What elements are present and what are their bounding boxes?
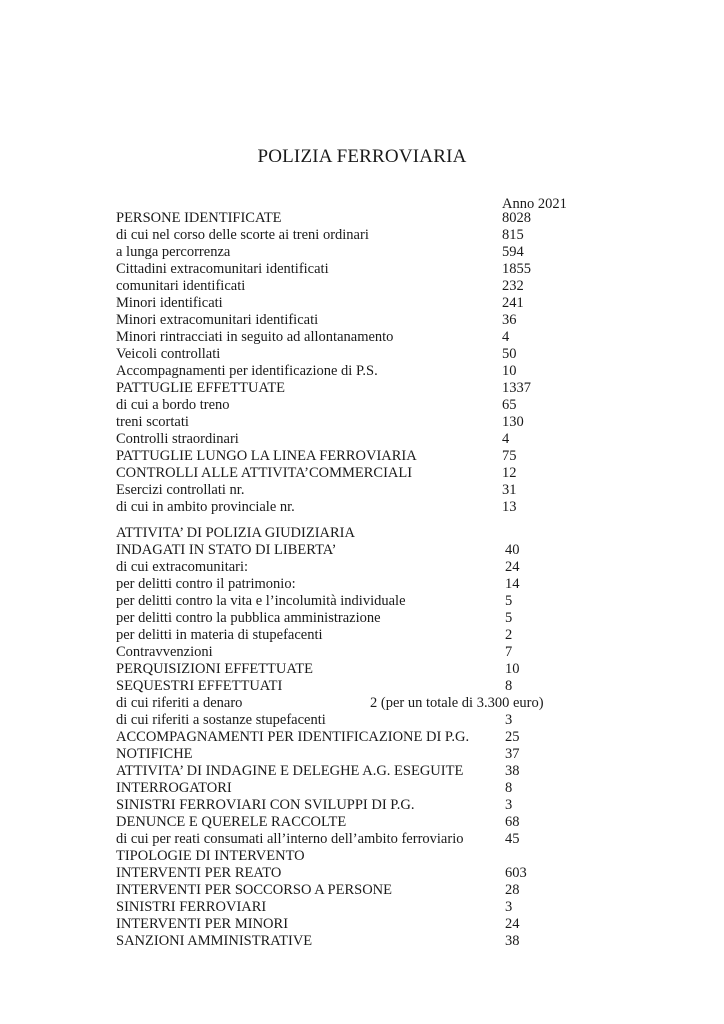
table-row xyxy=(116,346,696,363)
row-label: a lunga percorrenza xyxy=(116,244,231,260)
row-label: di cui riferiti a sostanze stupefacenti xyxy=(116,712,326,728)
row-label: di cui a bordo treno xyxy=(116,397,230,413)
table-row xyxy=(116,780,696,797)
row-value: 603 xyxy=(505,865,527,881)
row-value: 10 xyxy=(502,363,517,379)
section-heading xyxy=(116,525,696,542)
row-label: PATTUGLIE EFFETTUATE xyxy=(116,380,286,396)
row-value: 10 xyxy=(505,661,520,677)
row-label: INTERVENTI PER MINORI xyxy=(116,916,289,932)
row-value: 38 xyxy=(505,933,520,949)
row-value: 3 xyxy=(505,712,513,728)
row-value: 38 xyxy=(505,763,520,779)
table-row xyxy=(116,644,696,661)
table-row xyxy=(116,210,696,227)
table-row xyxy=(116,465,696,482)
table-row xyxy=(116,431,696,448)
row-value: 14 xyxy=(505,576,520,592)
page-title: POLIZIA FERROVIARIA xyxy=(257,146,467,167)
row-value: 13 xyxy=(502,499,517,515)
row-label: SINISTRI FERROVIARI CON SVILUPPI DI P.G. xyxy=(116,797,415,813)
table-row xyxy=(116,627,696,644)
table-row xyxy=(116,542,696,559)
table-row xyxy=(116,746,696,763)
row-label: SEQUESTRI EFFETTUATI xyxy=(116,678,283,694)
row-label: CONTROLLI ALLE ATTIVITA’COMMERCIALI xyxy=(116,465,413,481)
row-label: PATTUGLIE LUNGO LA LINEA FERROVIARIA xyxy=(116,448,417,464)
row-label: di cui nel corso delle scorte ai treni ordinari xyxy=(116,227,369,243)
section-heading xyxy=(116,848,696,865)
row-label: per delitti contro la vita e l’incolumità individuale xyxy=(116,593,406,609)
table-row xyxy=(116,278,696,295)
table-row xyxy=(116,295,696,312)
row-value: 12 xyxy=(502,465,517,481)
row-label: INTERVENTI PER REATO xyxy=(116,865,282,881)
table-row xyxy=(116,244,696,261)
row-value: 130 xyxy=(502,414,524,430)
row-value: 75 xyxy=(502,448,517,464)
table-row xyxy=(116,882,696,899)
row-value: 3 xyxy=(505,797,513,813)
row-value: 24 xyxy=(505,559,520,575)
table-row xyxy=(116,397,696,414)
row-value: 50 xyxy=(502,346,517,362)
table-row xyxy=(116,559,696,576)
table-row xyxy=(116,899,696,916)
row-value: 31 xyxy=(502,482,517,498)
table-row xyxy=(116,329,696,346)
row-label: di cui extracomunitari: xyxy=(116,559,249,575)
row-value: 7 xyxy=(505,644,513,660)
table-row xyxy=(116,831,696,848)
table-row xyxy=(116,661,696,678)
row-value: 65 xyxy=(502,397,517,413)
row-label: INTERVENTI PER SOCCORSO A PERSONE xyxy=(116,882,392,898)
row-value: 5 xyxy=(505,610,513,626)
row-label: Controlli straordinari xyxy=(116,431,239,447)
row-label: di cui riferiti a denaro xyxy=(116,695,243,711)
row-value: 68 xyxy=(505,814,520,830)
row-value: 8 xyxy=(505,780,513,796)
row-label: ATTIVITA’ DI INDAGINE E DELEGHE A.G. ESEGUITE xyxy=(116,763,464,779)
row-label: Accompagnamenti per identificazione di P.S. xyxy=(116,363,378,379)
row-value: 25 xyxy=(505,729,520,745)
row-label: INDAGATI IN STATO DI LIBERTA’ xyxy=(116,542,337,558)
table-row xyxy=(116,593,696,610)
table-row xyxy=(116,814,696,831)
row-value: 8 xyxy=(505,678,513,694)
row-label: TIPOLOGIE DI INTERVENTO xyxy=(116,848,305,864)
row-value: 3 xyxy=(505,899,513,915)
row-value: 24 xyxy=(505,916,520,932)
table-row xyxy=(116,227,696,244)
row-label: ATTIVITA’ DI POLIZIA GIUDIZIARIA xyxy=(116,525,355,541)
table-row xyxy=(116,576,696,593)
statistics-table xyxy=(116,0,716,1024)
table-row xyxy=(116,414,696,431)
row-label: per delitti contro il patrimonio: xyxy=(116,576,296,592)
row-label: di cui per reati consumati all’interno dell’ambito ferroviario xyxy=(116,831,464,847)
row-value: 5 xyxy=(505,593,513,609)
row-label: INTERROGATORI xyxy=(116,780,232,796)
table-row xyxy=(116,610,696,627)
row-label: per delitti contro la pubblica amministrazione xyxy=(116,610,381,626)
row-value: 815 xyxy=(502,227,524,243)
row-label: PERQUISIZIONI EFFETTUATE xyxy=(116,661,313,677)
table-row xyxy=(116,712,696,729)
row-label: Veicoli controllati xyxy=(116,346,221,362)
row-value: 232 xyxy=(502,278,524,294)
table-row xyxy=(116,797,696,814)
table-row xyxy=(116,448,696,465)
table-row xyxy=(116,363,696,380)
row-label: comunitari identificati xyxy=(116,278,246,294)
row-value: 4 xyxy=(502,329,510,345)
row-label: treni scortati xyxy=(116,414,189,430)
table-row xyxy=(116,678,696,695)
row-label: Esercizi controllati nr. xyxy=(116,482,245,498)
row-value: 2 (per un totale di 3.300 euro) xyxy=(370,695,544,711)
row-value: 45 xyxy=(505,831,520,847)
row-value: 2 xyxy=(505,627,513,643)
row-value: 28 xyxy=(505,882,520,898)
row-label: SANZIONI AMMINISTRATIVE xyxy=(116,933,313,949)
table-row xyxy=(116,729,696,746)
table-row xyxy=(116,380,696,397)
row-label: PERSONE IDENTIFICATE xyxy=(116,210,282,226)
row-value: 241 xyxy=(502,295,524,311)
table-row xyxy=(116,499,696,516)
row-label: di cui in ambito provinciale nr. xyxy=(116,499,295,515)
row-value: 8028 xyxy=(502,210,531,226)
row-label: Contravvenzioni xyxy=(116,644,213,660)
row-value: 4 xyxy=(502,431,510,447)
row-value: 1337 xyxy=(502,380,531,396)
row-label: ACCOMPAGNAMENTI PER IDENTIFICAZIONE DI P.G. xyxy=(116,729,470,745)
table-row xyxy=(116,865,696,882)
row-label: Minori identificati xyxy=(116,295,223,311)
year-header: Anno 2021 xyxy=(502,196,567,212)
table-row xyxy=(116,482,696,499)
row-label: SINISTRI FERROVIARI xyxy=(116,899,267,915)
table-row xyxy=(116,312,696,329)
row-value: 1855 xyxy=(502,261,531,277)
row-label: Minori extracomunitari identificati xyxy=(116,312,319,328)
row-value: 37 xyxy=(505,746,520,762)
table-row xyxy=(116,261,696,278)
row-label: per delitti in materia di stupefacenti xyxy=(116,627,323,643)
row-value: 594 xyxy=(502,244,524,260)
row-value: 36 xyxy=(502,312,517,328)
table-row xyxy=(116,916,696,933)
row-value: 40 xyxy=(505,542,520,558)
row-label: Cittadini extracomunitari identificati xyxy=(116,261,329,277)
table-row xyxy=(116,695,696,712)
row-label: DENUNCE E QUERELE RACCOLTE xyxy=(116,814,347,830)
table-row xyxy=(116,763,696,780)
table-row xyxy=(116,933,696,950)
row-label: NOTIFICHE xyxy=(116,746,193,762)
row-label: Minori rintracciati in seguito ad allontanamento xyxy=(116,329,394,345)
